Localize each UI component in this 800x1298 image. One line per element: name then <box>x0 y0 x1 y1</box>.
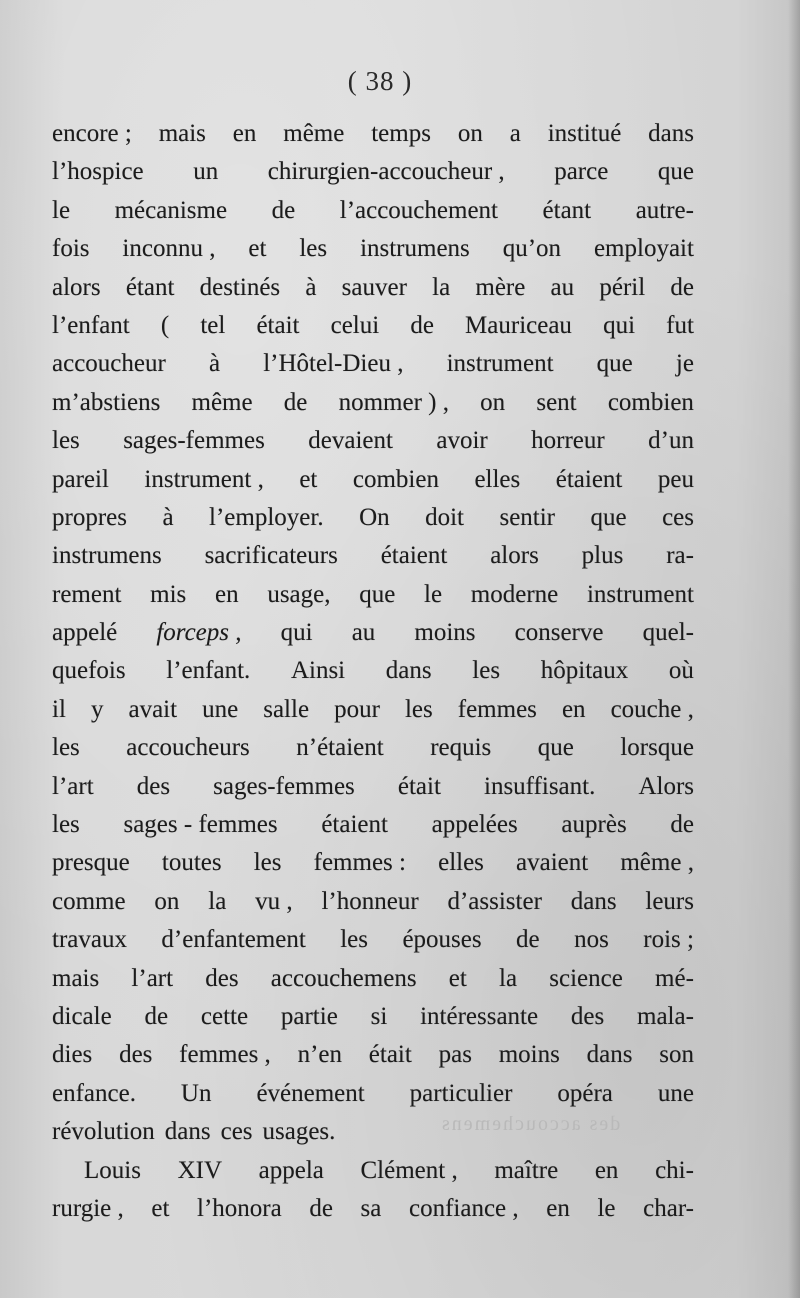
text-line <box>52 691 694 729</box>
text-line <box>52 537 694 575</box>
word: péril <box>599 273 646 301</box>
word: les <box>52 734 80 762</box>
word: les <box>472 657 501 685</box>
word: opéra <box>557 1079 613 1107</box>
word: XIV <box>177 1156 223 1184</box>
word: on <box>480 388 506 416</box>
word: de <box>410 311 434 339</box>
word: accoucheur <box>52 350 166 378</box>
word: quefois <box>52 657 126 685</box>
word: presque <box>52 849 130 877</box>
word: à <box>162 503 174 531</box>
word: si <box>370 1002 388 1030</box>
word: elles <box>474 465 521 493</box>
word: rurgie , <box>52 1194 124 1222</box>
word: les <box>52 811 80 839</box>
word: y <box>90 695 104 723</box>
page-edge-shadow <box>788 0 800 1298</box>
word: d’enfantement <box>161 926 306 954</box>
word: elles <box>438 849 484 877</box>
word: insuffisant. <box>484 772 596 800</box>
word: et <box>448 964 467 992</box>
word: ces <box>220 1118 253 1146</box>
text-line <box>52 883 694 921</box>
word: Un <box>180 1079 212 1107</box>
word: l’Hôtel-Dieu , <box>263 350 404 378</box>
word: on <box>457 120 483 147</box>
word: sa <box>360 1194 382 1222</box>
word: peu <box>657 465 694 493</box>
text-line <box>52 806 694 844</box>
word: de <box>283 388 308 416</box>
word: sages - femmes <box>123 811 278 839</box>
word: était <box>397 772 441 800</box>
word: en <box>232 120 257 147</box>
word: instrumens <box>52 542 162 570</box>
word: l’art <box>131 964 174 992</box>
word: appelé <box>52 619 118 647</box>
text-line <box>52 499 694 537</box>
word: étaient <box>380 542 448 570</box>
word: instrument , <box>144 465 264 493</box>
word: alors <box>52 273 101 301</box>
word: la <box>432 273 451 301</box>
word: n’étaient <box>296 734 384 762</box>
word: qui <box>603 311 636 339</box>
word: travaux <box>52 926 127 954</box>
word: appela <box>258 1156 324 1184</box>
word: dicale <box>52 1002 112 1030</box>
word: Mauriceau <box>465 311 572 339</box>
word: le <box>424 580 443 608</box>
word: combien <box>607 388 694 416</box>
word: salle <box>263 695 310 723</box>
word: pas <box>438 1041 472 1069</box>
word: que <box>359 580 396 608</box>
word: particulier <box>409 1079 513 1107</box>
text-line <box>52 307 694 345</box>
word: événement <box>256 1079 365 1107</box>
word: à <box>208 350 221 378</box>
word: chi- <box>655 1156 694 1184</box>
word: de <box>144 1002 169 1030</box>
word: plus <box>581 542 624 570</box>
word: lorsque <box>620 734 694 762</box>
word: dans <box>648 120 694 147</box>
word: de <box>670 273 694 301</box>
word: rois ; <box>643 926 694 954</box>
word: de <box>271 196 296 224</box>
word: quel- <box>642 619 694 647</box>
word: qu’on <box>502 235 562 263</box>
word: temps <box>371 120 431 147</box>
word: requis <box>430 734 492 762</box>
body-text <box>52 115 694 1228</box>
word: moins <box>498 1041 560 1069</box>
word: révolution <box>52 1118 155 1146</box>
word: des <box>570 1002 605 1030</box>
word: sages-femmes <box>123 427 265 455</box>
word: sentir <box>499 503 556 531</box>
word: ( <box>160 311 170 339</box>
word: même , <box>620 849 694 877</box>
word: des <box>119 1041 153 1069</box>
word: dies <box>52 1041 93 1069</box>
word: étant <box>542 196 592 224</box>
word: pareil <box>52 465 109 493</box>
word: les <box>340 926 368 954</box>
word: ces <box>662 503 694 531</box>
word: mé- <box>655 964 694 992</box>
show-through-text: des accouchemens <box>440 1113 621 1135</box>
word: encore ; <box>52 120 132 147</box>
word: combien <box>352 465 439 493</box>
word: usage, <box>267 580 331 608</box>
word: tel <box>200 311 226 339</box>
word: une <box>202 695 239 723</box>
word: pour <box>334 695 380 723</box>
word: l’employer. <box>209 503 324 531</box>
word: ra- <box>666 542 694 570</box>
word: toutes <box>161 849 222 877</box>
word: que <box>657 158 694 186</box>
word: On <box>359 503 390 531</box>
word: conserve <box>514 619 604 647</box>
word: de <box>309 1194 333 1222</box>
text-line <box>52 652 694 690</box>
word: sauver <box>341 273 407 301</box>
word: des <box>136 772 171 800</box>
word: char- <box>643 1194 694 1222</box>
word: le <box>597 1194 616 1222</box>
text-line <box>52 729 694 767</box>
word: étant <box>125 273 175 301</box>
word: mis <box>150 580 187 608</box>
word: Clément , <box>360 1156 458 1184</box>
word: avaient <box>516 849 589 877</box>
word: dans <box>570 887 617 915</box>
text-line <box>52 921 694 959</box>
text-line <box>52 1190 694 1228</box>
word: l’hospice <box>52 158 144 186</box>
word: usages. <box>262 1118 336 1146</box>
text-line <box>52 384 694 422</box>
word: maître <box>494 1156 559 1184</box>
word: Ainsi <box>290 657 346 685</box>
word: au <box>550 273 575 301</box>
text-line <box>52 1036 694 1074</box>
word: sages-femmes <box>213 772 355 800</box>
word: où <box>668 657 694 685</box>
word: femmes : <box>313 849 406 877</box>
word: qui <box>280 619 313 647</box>
word: en <box>214 580 239 608</box>
text-line <box>52 192 694 230</box>
word: autre- <box>635 196 694 224</box>
word: en <box>594 1156 619 1184</box>
word: doit <box>425 503 464 531</box>
word: alors <box>490 542 539 570</box>
word: en <box>546 1194 570 1222</box>
text-line <box>52 115 694 153</box>
text-line <box>52 461 694 499</box>
text-line <box>52 614 694 652</box>
text-line <box>52 422 694 460</box>
text-line <box>52 960 694 998</box>
word: comme <box>52 887 126 915</box>
word: nos <box>574 926 609 954</box>
word: était <box>256 311 300 339</box>
word: au <box>351 619 376 647</box>
word: m’abstiens <box>52 388 161 416</box>
word: accouchemens <box>270 964 417 992</box>
word: étaient <box>555 465 623 493</box>
word: mala- <box>637 1002 694 1030</box>
word: avoir <box>436 427 488 455</box>
word: l’honora <box>197 1194 282 1222</box>
word: dans <box>164 1118 211 1146</box>
word: accoucheurs <box>126 734 250 762</box>
word: horreur <box>531 427 605 455</box>
page-number: ( 38 ) <box>347 66 413 96</box>
word: d’assister <box>447 887 542 915</box>
word: parce <box>554 158 609 186</box>
word: mais <box>52 964 100 992</box>
word: science <box>549 964 623 992</box>
word: les <box>253 849 282 877</box>
word: de <box>516 926 540 954</box>
word: femmes <box>457 695 537 723</box>
word: était <box>368 1041 412 1069</box>
word: celui <box>330 311 380 339</box>
word: intéressante <box>420 1002 539 1030</box>
word: que <box>537 734 574 762</box>
word: l’enfant. <box>166 657 251 685</box>
word: sacrificateurs <box>204 542 338 570</box>
word: cette <box>200 1002 249 1030</box>
word: rement <box>52 580 122 608</box>
word: institué <box>547 120 622 147</box>
word: instrument <box>586 580 694 608</box>
word: les <box>52 427 80 455</box>
word: instrument <box>446 350 554 378</box>
word: vu , <box>255 887 293 915</box>
text-line <box>52 576 694 614</box>
word: mère <box>475 273 526 301</box>
word: que <box>590 503 627 531</box>
word: de <box>670 811 694 839</box>
word: auprès <box>561 811 627 839</box>
word: mais <box>158 120 206 147</box>
text-line <box>52 153 694 191</box>
word: les <box>404 695 433 723</box>
text-line <box>52 269 694 307</box>
word: même <box>191 388 253 416</box>
word: dans <box>586 1041 633 1069</box>
word: employait <box>593 235 694 263</box>
word: destinés <box>199 273 281 301</box>
text-line <box>52 1075 694 1113</box>
word: la <box>208 887 227 915</box>
word: et <box>299 465 318 493</box>
word: enfance. <box>52 1079 136 1107</box>
word: forceps , <box>156 619 242 647</box>
word: il <box>52 695 66 723</box>
word: à <box>305 273 317 301</box>
word: d’un <box>648 427 694 455</box>
word: femmes , <box>179 1041 271 1069</box>
word: sent <box>536 388 577 416</box>
text-line <box>52 345 694 383</box>
word: dans <box>385 657 432 685</box>
word: mécanisme <box>114 196 228 224</box>
word: l’honneur <box>321 887 419 915</box>
word: étaient <box>321 811 388 839</box>
word: confiance , <box>408 1194 519 1222</box>
word: en <box>561 695 586 723</box>
word: épouses <box>402 926 482 954</box>
word: l’art <box>52 772 94 800</box>
word: instrumens <box>360 235 470 263</box>
word: chirurgien-accoucheur , <box>267 158 505 186</box>
word: les <box>299 235 328 263</box>
word: hôpitaux <box>540 657 629 685</box>
word: et <box>248 235 267 263</box>
word: Louis <box>84 1156 141 1184</box>
word: leurs <box>645 887 694 915</box>
word: on <box>154 887 180 915</box>
word: a <box>509 120 521 147</box>
word: même <box>283 120 345 147</box>
word: son <box>659 1041 694 1069</box>
word: appelées <box>431 811 518 839</box>
word: un <box>193 158 219 186</box>
word: la <box>499 964 518 992</box>
word: je <box>675 350 694 378</box>
word: propres <box>52 503 127 531</box>
word: que <box>596 350 633 378</box>
word: inconnu , <box>122 235 216 263</box>
word: l’accouchement <box>339 196 498 224</box>
word: fois <box>52 235 90 263</box>
word: moderne <box>470 580 559 608</box>
word: n’en <box>297 1041 343 1069</box>
text-line <box>52 768 694 806</box>
text-line <box>52 230 694 268</box>
word: devaient <box>308 427 393 455</box>
word: le <box>52 196 71 224</box>
text-line <box>52 998 694 1036</box>
word: l’enfant <box>52 311 130 339</box>
text-line <box>52 844 694 882</box>
word: nommer ) , <box>338 388 449 416</box>
word: partie <box>280 1002 338 1030</box>
word: Alors <box>638 772 694 800</box>
word: et <box>151 1194 170 1222</box>
word: avait <box>128 695 178 723</box>
word: moins <box>414 619 476 647</box>
word: une <box>657 1079 694 1107</box>
word: fut <box>666 311 694 339</box>
word: des <box>205 964 239 992</box>
word: couche , <box>610 695 694 723</box>
text-line <box>52 1152 694 1190</box>
